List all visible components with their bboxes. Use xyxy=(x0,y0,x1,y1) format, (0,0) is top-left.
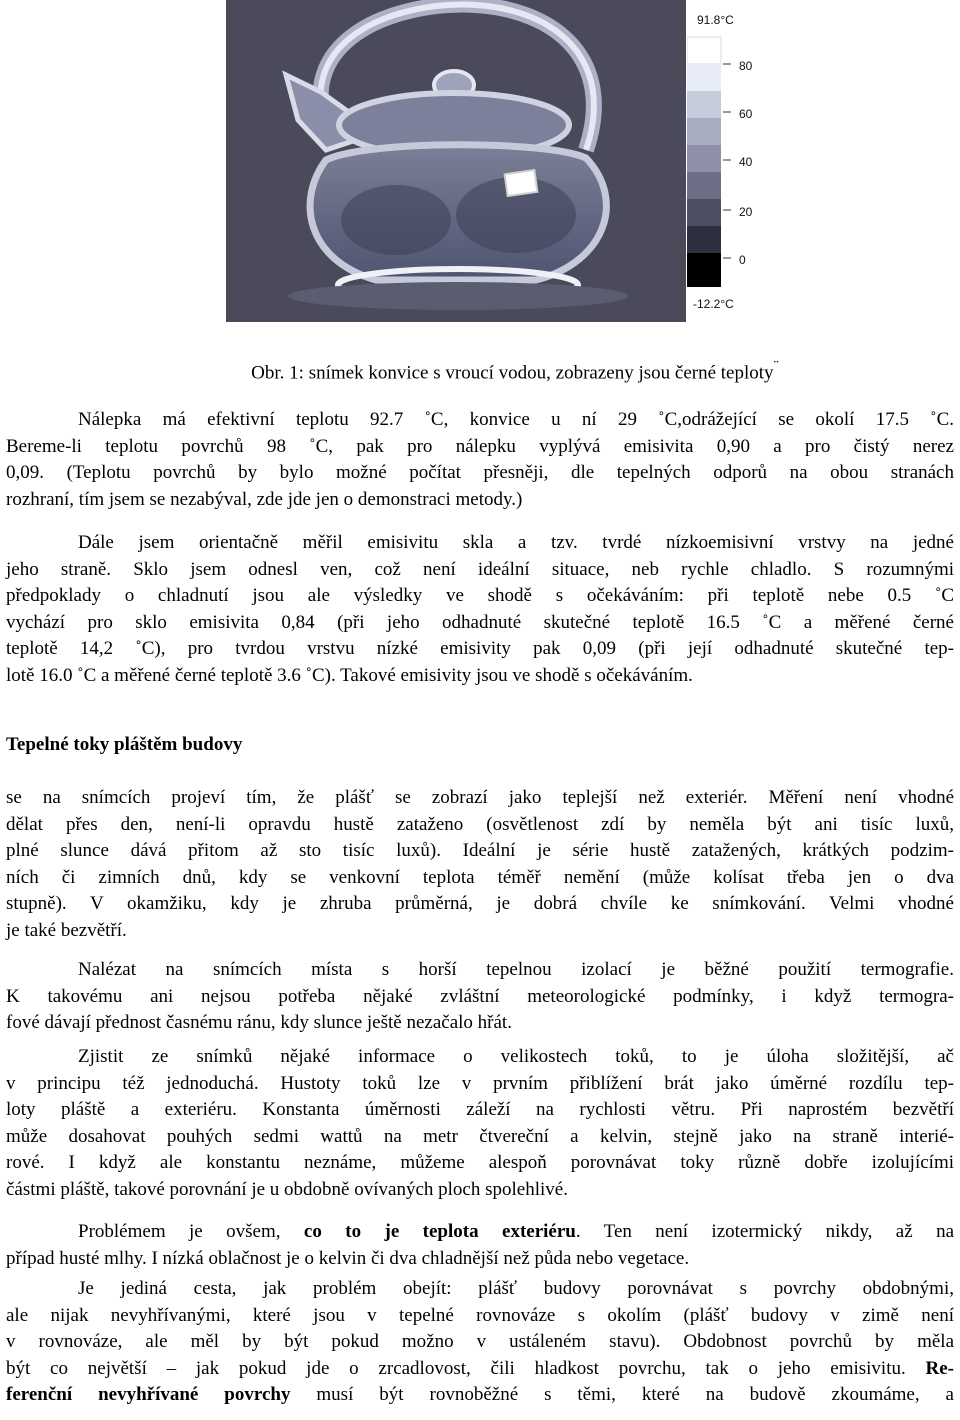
text-line: předpoklady o chladnutí jsou ale výsledky ve shodě s očekáváním: při teplotě nebe 0.5 ˚C xyxy=(6,585,954,606)
text-line xyxy=(6,1382,954,1409)
text-line: případ husté mlhy. I nízká oblačnost je o kelvin či dva chladnější než půda nebo vegetace. xyxy=(6,1247,690,1269)
scale-label-40: 40 xyxy=(739,155,753,169)
text-line: Je jediná cesta, jak problém obejít: plášť budovy porovnávat s povrchy obdobnými, xyxy=(78,1278,954,1299)
caption-footnote-mark: ¨ xyxy=(773,358,779,375)
text-run: . Ten není izotermický nikdy, až na xyxy=(575,1221,954,1242)
text-line: dělat přes den, není-li opravdu hustě zataženo (osvětlenost zdí by neměla být ani tisíc luxů, xyxy=(6,813,954,835)
text-line: rové. I když ale konstantu neznáme, můžeme alespoň porovnávat toky různě dobře izolujícími xyxy=(6,1152,954,1173)
stove-surface xyxy=(288,282,628,310)
text-line: ních či zimních dnů, kdy se venkovní teplota téměř nemění (může kolísat třeba jen o dva xyxy=(6,866,954,888)
text-line xyxy=(6,1356,954,1383)
figure-caption xyxy=(0,354,960,386)
scale-label-0: 0 xyxy=(739,253,746,267)
text-run: musí být rovnoběžné s těmi, které na budově zkoumáme, a xyxy=(290,1384,954,1405)
text-line: v principu též jednoduchá. Hustoty toků lze v prvním přiblížení brát jako úměrné rozdílu tep- xyxy=(6,1072,954,1094)
scale-band xyxy=(687,91,721,118)
scale-label-80: 80 xyxy=(739,59,753,73)
paragraph-insulation xyxy=(6,957,954,1037)
temperature-scale xyxy=(687,0,766,328)
figure-caption-text: Obr. 1: snímek konvice s vroucí vodou, zobrazeny jsou černé teploty xyxy=(251,362,774,384)
emphasis-bold: Re- xyxy=(925,1357,954,1379)
text-line: je také bezvětří. xyxy=(6,919,127,941)
text-line: se na snímcích projeví tím, že plášť se zobrazí jako teplejší než exteriér. Měření není vhodné xyxy=(6,787,954,808)
text-line: Zjistit ze snímků nějaké informace o velikostech toků, to je úloha složitější, ač xyxy=(78,1046,954,1067)
text-line: v rovnováze, ale měl by být pokud možno v ustáleném stavu). Obdobnost povrchů by měla xyxy=(6,1331,954,1352)
scale-band xyxy=(687,64,721,91)
text-line: loty pláště a exteriéru. Konstanta úměrnosti záleží na rychlosti větru. Při naprostém bezvětří xyxy=(6,1099,954,1120)
text-line xyxy=(6,1219,954,1246)
kettle-thermogram-image xyxy=(226,0,686,322)
text-run: Problémem je ovšem, xyxy=(78,1221,304,1242)
text-line: Nalézat na snímcích místa s horší tepelnou izolací je běžné použití termografie. xyxy=(78,959,954,980)
text-line: rozhraní, tím jsem se nezabýval, zde jde jen o demonstraci metody.) xyxy=(6,488,523,510)
text-run: být co největší – jak pokud jde o zrcadlovost, čili hladkost povrchu, tak o jeho emisivitu. xyxy=(6,1357,926,1379)
text-line: Bereme-li teplotu povrchů 98 ˚C, pak pro nálepku vyplývá emisivita 0,90 a pro čistý nerez xyxy=(6,435,954,457)
scale-label-max: 91.8°C xyxy=(697,13,734,27)
text-line: K takovému ani nejsou potřeba nějaké zvláštní meteorologické podmínky, i když termogra- xyxy=(6,985,954,1007)
emphasis-bold: co to je teplota exteriéru xyxy=(303,1221,576,1242)
scale-band xyxy=(687,226,721,253)
scale-label-20: 20 xyxy=(739,205,753,219)
text-line: Nálepka má efektivní teplotu 92.7 ˚C, konvice u ní 29 ˚C,odrážející se okolí 17.5 ˚C. xyxy=(78,409,954,430)
text-line: lotě 16.0 ˚C a měřené černé teplotě 3.6 ˚C). Takové emisivity jsou ve shodě s očekáváním. xyxy=(6,664,693,686)
paragraph-reference-surfaces xyxy=(6,1276,954,1409)
text-line: fové dávají přednost časnému ránu, kdy slunce ještě nezačalo hřát. xyxy=(6,1012,512,1033)
text-line: vychází pro sklo emisivita 0,84 (při jeho odhadnuté skutečné teplotě 16.5 ˚C a měřené černé xyxy=(6,611,954,633)
sticker-hot-spot xyxy=(505,170,538,196)
text-line: 0,09. (Teplotu povrchů by bylo možné počítat přesněji, dle tepelných odporů na obou stranách xyxy=(6,462,954,483)
scale-band xyxy=(687,199,721,226)
scale-label-min: -12.2°C xyxy=(693,297,734,311)
scale-band xyxy=(687,145,721,172)
text-line: jeho straně. Sklo jsem odnesl ven, což není ideální situace, neb rychle chladlo. S rozumnými xyxy=(6,558,954,580)
scale-band xyxy=(687,118,721,145)
scale-band xyxy=(687,172,721,199)
text-line: částmi pláště, takové porovnání je u obdobně ovívaných ploch spolehlivé. xyxy=(6,1178,568,1200)
paragraph-flux-estimation xyxy=(6,1044,954,1203)
section-heading: Tepelné toky pláštěm budovy xyxy=(6,734,243,755)
scale-band xyxy=(687,37,721,64)
reflection-patch xyxy=(341,185,451,255)
text-line: teplotě 14,2 ˚C), pro tvrdou vrstvu nízké emisivity pak 0,09 (při její odhadnuté skutečné tep- xyxy=(6,638,954,659)
emphasis-bold: ferenční nevyhřívané povrchy xyxy=(6,1384,291,1405)
scale-band xyxy=(687,253,721,287)
paragraph-heat-flow-intro xyxy=(6,785,954,944)
text-line: ale nijak nevyhřívanými, které jsou v tepelné rovnováze s okolím (plášť budovy v zimě není xyxy=(6,1304,954,1326)
thermogram-figure xyxy=(226,0,766,328)
text-line: plné slunce dává přitom až sto tisíc luxů). Ideální je série hustě zatažených, krátkých podzim- xyxy=(6,840,954,861)
paragraph-glass-emissivity xyxy=(6,530,954,689)
paragraph-sticker-emissivity xyxy=(6,407,954,513)
text-line: stupně). V okamžiku, kdy je zhruba průměrná, je dobrá chvíle ke snímkování. Velmi vhodné xyxy=(6,893,954,914)
text-line: Dále jsem orientačně měřil emisivitu skla a tzv. tvrdé nízkoemisivní vrstvy na jedné xyxy=(78,532,954,553)
text-line: může dosahovat pouhých sedmi wattů na metr čtvereční a kelvin, stejně jako na straně interié- xyxy=(6,1125,954,1147)
scale-label-60: 60 xyxy=(739,107,753,121)
paragraph-exterior-temperature xyxy=(6,1219,954,1272)
